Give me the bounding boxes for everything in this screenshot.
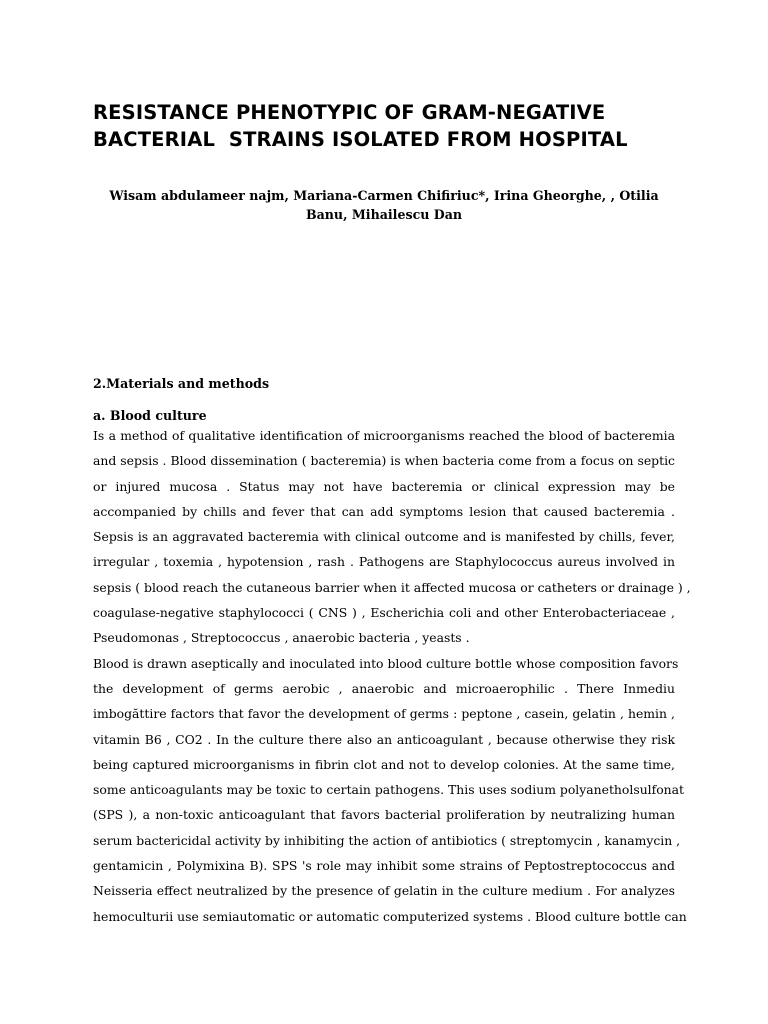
body-line: Blood is drawn aseptically and inoculated into blood culture bottle whose composition favors xyxy=(93,655,679,671)
body-line: sepsis ( blood reach the cutaneous barrier when it affected mucosa or catheters or drainage ) , xyxy=(93,579,691,595)
body-line: Neisseria effect neutralized by the presence of gelatin in the culture medium . For analyzes xyxy=(93,883,675,899)
body-line: vitamin B6 , CO2 . In the culture there also an anticoagulant , because otherwise they risk xyxy=(93,731,675,747)
body-line: irregular , toxemia , hypotension , rash . Pathogens are Staphylococcus aureus involved in xyxy=(93,554,675,570)
body-line: and sepsis . Blood dissemination ( bacteremia) is when bacteria come from a focus on septic xyxy=(93,453,675,469)
body-line: coagulase-negative staphylococci ( CNS ) , Escherichia coli and other Enterobacteriaceae , xyxy=(93,605,675,621)
body-line: serum bactericidal activity by inhibiting the action of antibiotics ( streptomycin , kanamycin , xyxy=(93,832,681,848)
paper-title: RESISTANCE PHENOTYPIC OF GRAM-NEGATIVE BACTERIAL STRAINS ISOLATED FROM HOSPITAL xyxy=(93,101,628,151)
body-line: (SPS ), a non-toxic anticoagulant that favors bacterial proliferation by neutralizing human xyxy=(93,807,675,823)
body-line: Sepsis is an aggravated bacteremia with clinical outcome and is manifested by chills, fever, xyxy=(93,529,675,545)
body-line: hemoculturii use semiautomatic or automatic computerized systems . Blood culture bottle can xyxy=(93,908,687,924)
body-line: gentamicin , Polymixina B). SPS 's role may inhibit some strains of Peptostreptococcus and xyxy=(93,858,675,874)
body-line: Pseudomonas , Streptococcus , anaerobic bacteria , yeasts . xyxy=(93,630,470,646)
section-heading: 2.Materials and methods xyxy=(93,376,270,391)
subsection-heading: a. Blood culture xyxy=(93,408,207,423)
body-line: some anticoagulants may be toxic to certain pathogens. This uses sodium polyanetholsulfonat xyxy=(93,782,685,798)
body-line: accompanied by chills and fever that can add symptoms lesion that caused bacteremia . xyxy=(93,503,675,519)
body-line: Is a method of qualitative identification of microorganisms reached the blood of bacteremia xyxy=(93,428,675,443)
body-line: or injured mucosa . Status may not have bacteremia or clinical expression may be xyxy=(93,478,675,494)
author-list: Wisam abdulameer najm, Mariana-Carmen Chifiriuc*, Irina Gheorghe, , Otilia Banu, Mihailescu Dan xyxy=(109,188,659,222)
body-text xyxy=(93,423,691,929)
body-line: imbogăttire factors that favor the development of germs : peptone , casein, gelatin , hemin , xyxy=(93,706,675,722)
body-line: being captured microorganisms in fibrin clot and not to develop colonies. At the same time, xyxy=(93,756,675,772)
body-line: the development of germs aerobic , anaerobic and microaerophilic . There Inmediu xyxy=(93,680,675,696)
